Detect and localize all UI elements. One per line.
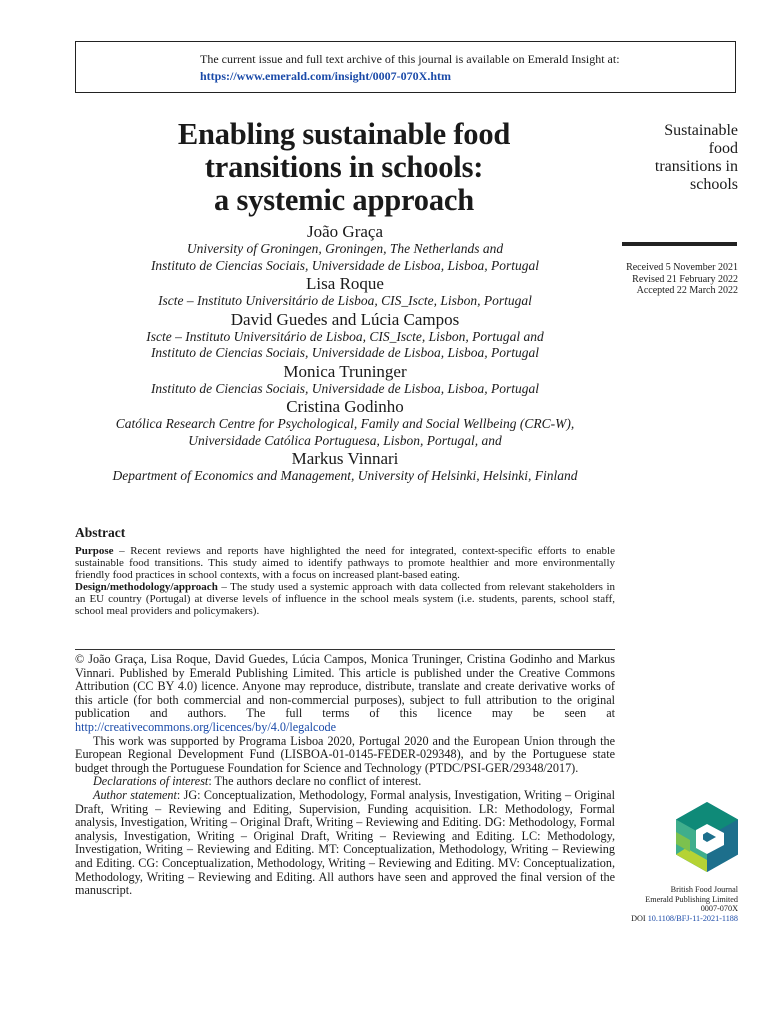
journal-issn: 0007-070X <box>700 904 738 913</box>
design-paragraph <box>75 581 615 617</box>
design-label: Design/methodology/approach <box>75 581 218 593</box>
author-affiliation: Iscte – Instituto Universitário de Lisboa, CIS_Iscte, Lisbon, Portugal <box>158 293 532 308</box>
author-name: Lisa Roque <box>306 274 384 293</box>
declarations-paragraph <box>75 775 615 789</box>
license-text: © João Graça, Lisa Roque, David Guedes, Lúcia Campos, Monica Truninger, Cristina Godinho and Markus Vinnari. Published by Emerald Publishing Limited. This article is published under the Creative Commons Attribution (CC BY 4.0) licence. Anyone may reproduce, distribute, translate and create derivative works of this article (for both commercial and non-commercial purposes), subject to full attribution to the original publication and authors. The full terms of this licence may be seen at <box>75 652 615 721</box>
running-head-line: schools <box>690 176 738 193</box>
revised-date: Revised 21 February 2022 <box>632 273 738 285</box>
author-name: Cristina Godinho <box>286 397 404 416</box>
author-list <box>40 222 650 485</box>
declarations-text: : The authors declare no conflict of interest. <box>208 774 422 789</box>
author-name: David Guedes and Lúcia Campos <box>230 309 460 329</box>
doi-link[interactable]: 10.1108/BFJ-11-2021-1188 <box>647 913 738 923</box>
author-affiliation: Iscte – Instituto Universitário de Lisboa, CIS_Iscte, Lisbon, Portugal and <box>146 328 544 344</box>
abstract-section <box>75 527 615 617</box>
emerald-logo-icon <box>676 802 738 872</box>
author-affiliation: Instituto de Ciencias Sociais, Universidade de Lisboa, Lisboa, Portugal <box>150 257 540 273</box>
journal-doi-line <box>588 914 738 924</box>
title-line: Enabling sustainable food <box>177 117 511 151</box>
abstract-heading: Abstract <box>75 525 126 540</box>
design-text: – The study used a systemic approach with data collected from relevant stakeholders in an EU country (Portugal) at diverse levels of influence in the school meals system (i.e. students, parents, school staff, school meal providers and policymakers). <box>75 581 615 617</box>
notice-text: The current issue and full text archive of this journal is available on Emerald Insight at: <box>200 52 620 66</box>
funding-paragraph: This work was supported by Programa Lisboa 2020, Portugal 2020 and the European Union through the European Regional Development Fund (LISBOA-01-0145-FEDER-029348), and by the Portuguese state budget through the Portuguese Foundation for Science and Technology (PTDC/PSI-GER/29348/2017). <box>75 733 615 775</box>
author-statement-label: Author statement <box>93 787 177 802</box>
doi-label: DOI <box>631 913 648 923</box>
purpose-text: – Recent reviews and reports have highlighted the need for integrated, context-specific efforts to enable sustainable food transitions. This study aimed to identify pathways to promote healthier and more environmentally friendly food practices in school contexts, with a focus on increased plant-based eating. <box>75 545 615 581</box>
accepted-date: Accepted 22 March 2022 <box>636 285 738 296</box>
journal-publisher: Emerald Publishing Limited <box>645 894 738 904</box>
footnote-divider <box>75 649 615 650</box>
author-affiliation: Instituto de Ciencias Sociais, Universidade de Lisboa, Lisboa, Portugal <box>150 345 540 360</box>
author-statement-text: : JG: Conceptualization, Methodology, Formal analysis, Investigation, Writing – Original Draft, Writing – Reviewing and Editing, Supervision, Funding acquisition. LR: Methodology, Formal analysis, Investigation, Writing – Original Draft, Writing – Reviewing and Editing. DG: Methodology, Formal analysis, Investigation, Writing – Original Draft, Writing – Reviewing and Editing. LC: Methodology, Investigation, Writing – Reviewing and Editing. MT: Conceptualization, Methodology, Writing – Reviewing and Editing. CG: Conceptualization, Methodology, Writing – Reviewing and Editing. MV: Conceptualization, Methodology, Writing – Reviewing and Editing. All authors have seen and approved the final version of the manuscript. <box>75 787 615 898</box>
author-name: Monica Truninger <box>283 361 407 381</box>
journal-archive-link[interactable]: https://www.emerald.com/insight/0007-070X.htm <box>200 69 451 83</box>
author-affiliation: Instituto de Ciencias Sociais, Universidade de Lisboa, Lisboa, Portugal <box>150 380 540 396</box>
title-line: transitions in schools: <box>204 150 484 184</box>
journal-availability-notice <box>75 41 736 93</box>
author-affiliation: University of Groningen, Groningen, The Netherlands and <box>186 241 504 256</box>
title-line: a systemic approach <box>214 183 474 217</box>
journal-info <box>588 885 738 923</box>
author-affiliation: Universidade Católica Portuguesa, Lisbon, Portugal, and <box>188 432 502 448</box>
author-name: João Graça <box>307 222 383 241</box>
received-date: Received 5 November 2021 <box>626 262 738 273</box>
article-title <box>74 118 614 217</box>
journal-name: British Food Journal <box>670 885 738 894</box>
running-head-line: food <box>708 140 738 157</box>
license-link[interactable]: http://creativecommons.org/licences/by/4.0/legalcode <box>75 719 337 734</box>
running-head-line: transitions in <box>654 158 738 175</box>
author-affiliation: Department of Economics and Management, University of Helsinki, Helsinki, Finland <box>112 468 578 483</box>
author-affiliation: Católica Research Centre for Psychological, Family and Social Wellbeing (CRC-W), <box>115 416 575 431</box>
author-statement-paragraph <box>75 789 615 898</box>
license-paragraph <box>75 653 615 735</box>
page-gap <box>0 623 768 650</box>
running-head-line: Sustainable <box>664 122 738 139</box>
purpose-label: Purpose <box>75 545 114 557</box>
footnote-section <box>75 653 615 898</box>
author-name: Markus Vinnari <box>291 449 399 468</box>
declarations-label: Declarations of interest <box>93 774 209 789</box>
purpose-paragraph <box>75 545 615 581</box>
